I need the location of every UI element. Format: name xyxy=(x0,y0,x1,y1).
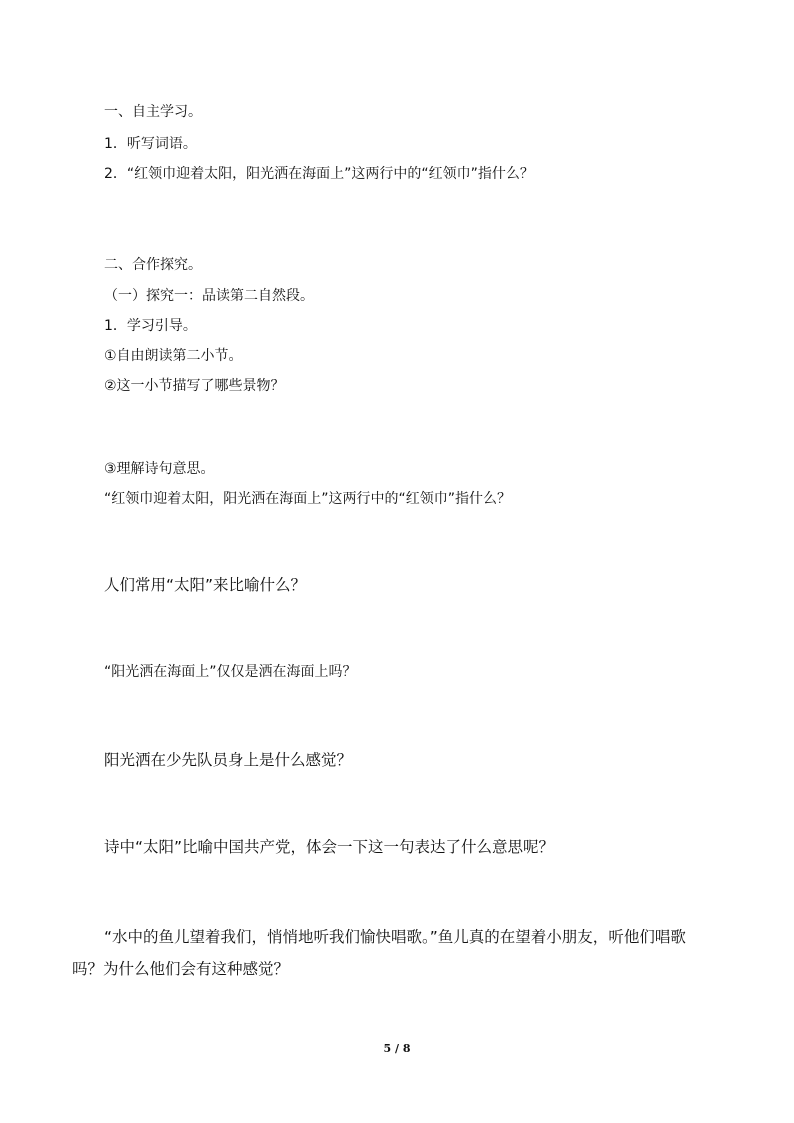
task-dictation: 1．听写词语。 xyxy=(104,136,197,152)
step-read-aloud: ①自由朗读第二小节。 xyxy=(104,348,243,364)
section-heading-self-study: 一、自主学习。 xyxy=(104,104,202,120)
question-sunlight-on-sea: “阳光洒在海面上”仅仅是洒在海面上吗？ xyxy=(104,664,357,680)
task-study-guide: 1．学习引导。 xyxy=(104,318,197,334)
step-understand-verse: ③理解诗句意思。 xyxy=(104,461,215,477)
section-heading-cooperative-inquiry: 二、合作探究。 xyxy=(104,257,202,273)
question-sunlight-feeling: 阳光洒在少先队员身上是什么感觉？ xyxy=(104,751,353,769)
subsection-heading-inquiry-one: （一）探究一：品读第二自然段。 xyxy=(104,288,314,304)
question-fish-singing: “水中的鱼儿望着我们，悄悄地听我们愉快唱歌。”鱼儿真的在望着小朋友，听他们唱歌吗？为什么他们会有这种感觉？ xyxy=(72,928,686,978)
question-red-scarf-repeat: “红领巾迎着太阳，阳光洒在海面上”这两行中的“红领巾”指什么？ xyxy=(104,491,512,507)
question-red-scarf: 2．“红领巾迎着太阳，阳光洒在海面上”这两行中的“红领巾”指什么？ xyxy=(104,166,534,182)
question-sun-meaning: 诗中“太阳”比喻中国共产党，体会一下这一句表达了什么意思呢？ xyxy=(104,838,555,856)
question-sun-metaphor: 人们常用“太阳”来比喻什么？ xyxy=(104,576,307,594)
page-number: 5 / 8 xyxy=(383,1042,411,1055)
step-scenery-question: ②这一小节描写了哪些景物？ xyxy=(104,378,285,394)
